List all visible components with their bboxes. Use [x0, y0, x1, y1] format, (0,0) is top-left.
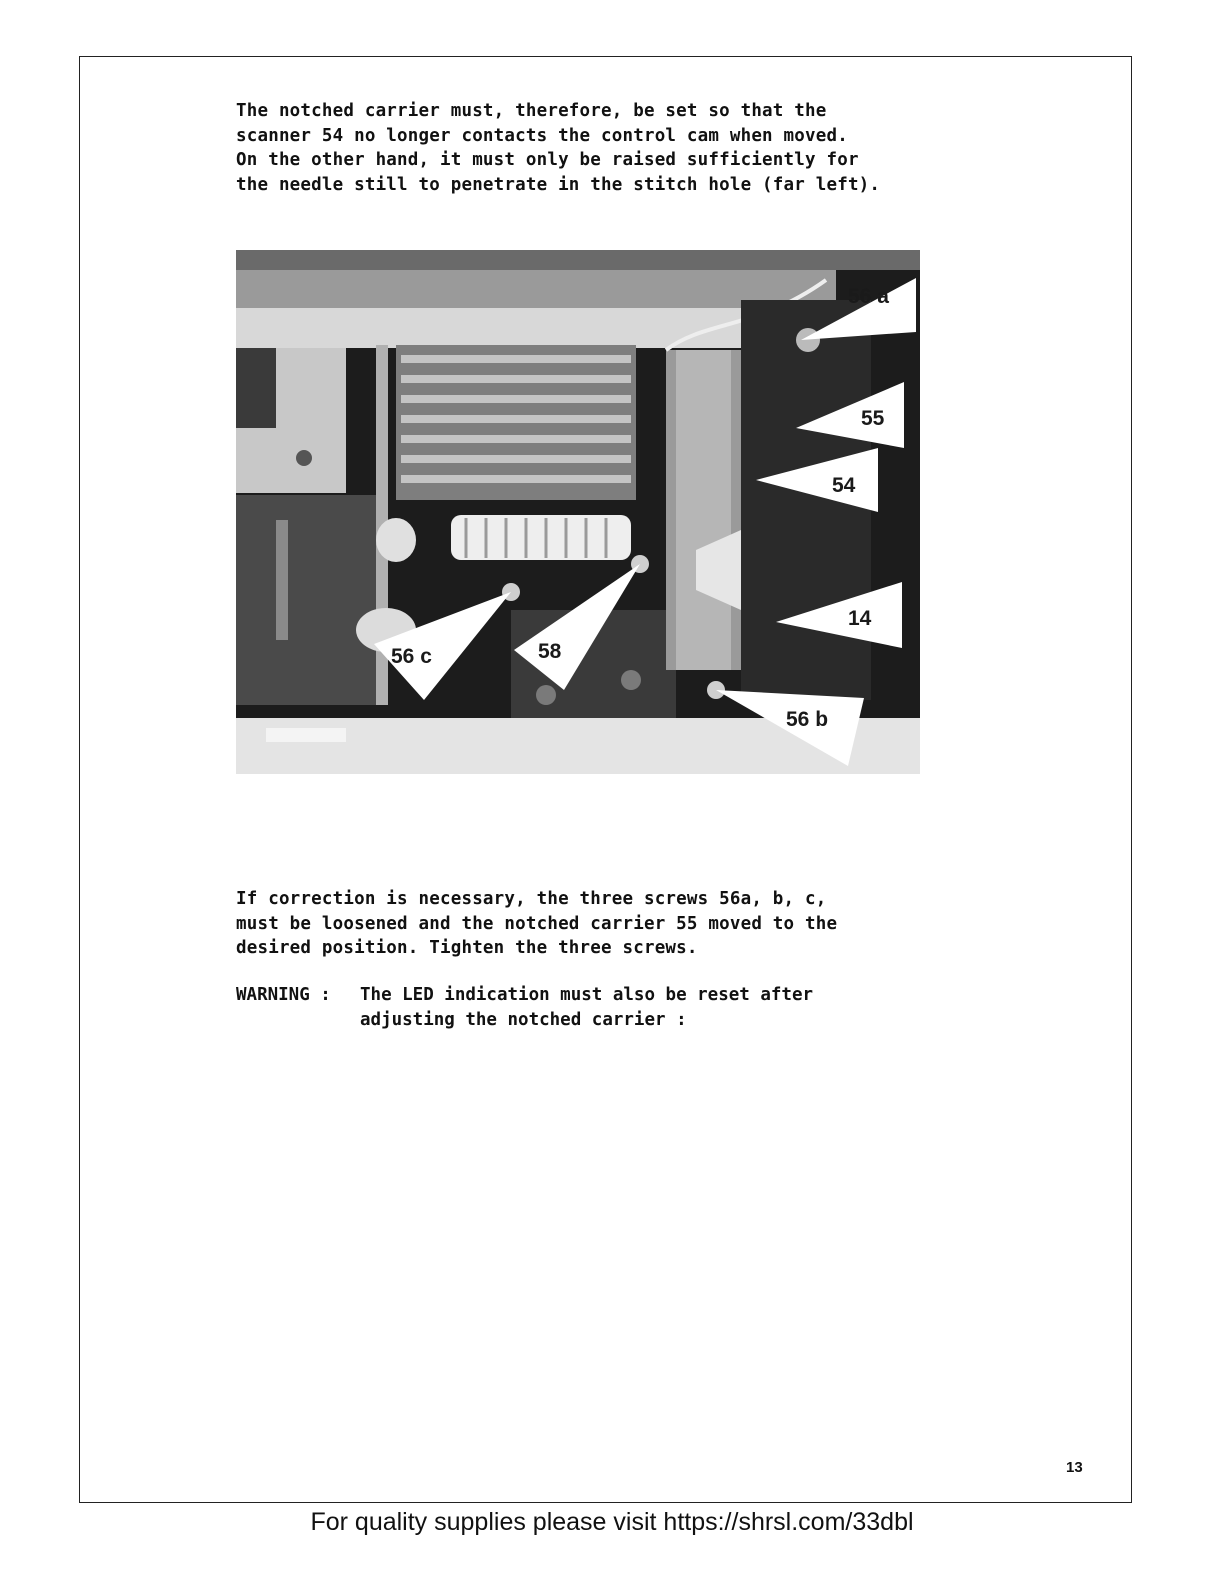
callout-56a-label: 56 a	[848, 285, 889, 308]
correction-paragraph: If correction is necessary, the three screws 56a, b, c, must be loosened and the notched carrier 55 moved to the desired position. Tighten the three screws.	[236, 889, 838, 958]
warning-label: WARNING :	[236, 985, 331, 1005]
callout-56b-label: 56 b	[786, 708, 829, 731]
intro-paragraph: The notched carrier must, therefore, be set so that the scanner 54 no longer contacts the control cam when moved. On the other hand, it must only be raised sufficiently for the needle still to penetrate in the stitch hole (far left).	[236, 101, 881, 195]
callout-56c-label: 56 c	[391, 645, 432, 668]
callout-58-label: 58	[538, 640, 562, 663]
callout-55-label: 55	[861, 407, 885, 430]
warning-text: The LED indication must also be reset after adjusting the notched carrier :	[360, 985, 814, 1030]
callout-14-label: 14	[848, 607, 872, 630]
photo-drawing	[236, 250, 920, 774]
page-number: 13	[1066, 1459, 1083, 1476]
machine-photo	[236, 250, 920, 774]
footer-text: For quality supplies please visit https://shrsl.com/33dbl	[310, 1508, 914, 1536]
callout-54-label: 54	[832, 474, 856, 497]
